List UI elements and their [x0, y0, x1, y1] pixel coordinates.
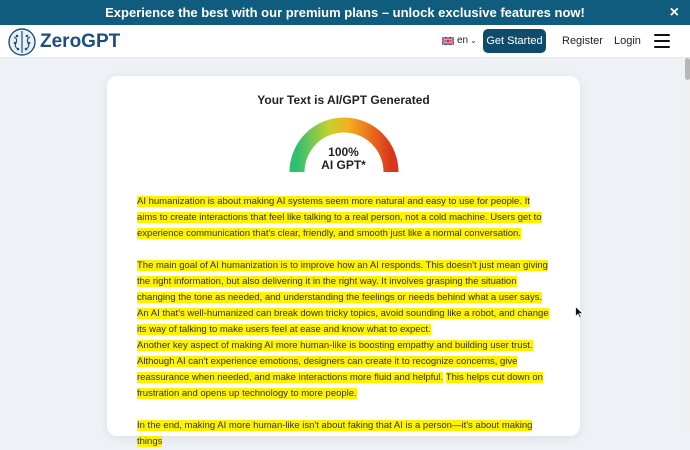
page-scrollbar[interactable]: [685, 58, 690, 431]
result-card: [107, 76, 580, 447]
register-link[interactable]: Register: [562, 35, 603, 47]
paragraph-spacer: [137, 242, 552, 258]
hamburger-menu-icon[interactable]: [654, 34, 670, 48]
ai-percentage: 100%: [328, 145, 359, 159]
brand-name: ZeroGPT: [40, 31, 121, 52]
scrollbar-thumb[interactable]: [685, 58, 690, 80]
close-icon[interactable]: ×: [669, 4, 679, 21]
gauge-label: AI GPT*: [321, 158, 366, 172]
get-started-button[interactable]: Get Started: [483, 29, 546, 53]
chevron-down-icon: ⌄: [470, 36, 477, 45]
logo[interactable]: [8, 28, 120, 56]
highlighted-sentence: This helps cut down on frustration and opens up technology to more people.: [137, 372, 543, 399]
highlighted-sentence: AI humanization is about making AI systems seem more natural and easy to use for people. It aims to create interactions that feel like talking to a real person, not a cold machine. Users get to experience communication that's clear, friendly, and smooth just like a normal conversation.: [137, 196, 542, 239]
promo-text: Experience the best with our premium plans – unlock exclusive features now!: [105, 5, 585, 20]
highlighted-sentence: Another key aspect of making AI more human-like is boosting empathy and building user trust. Although AI can't experience emotions, designers can create it to recognize concerns, give reassurance when needed, and make interactions more fluid and helpful.: [137, 340, 533, 383]
text-paragraph: [137, 258, 552, 338]
login-link[interactable]: Login: [614, 35, 641, 47]
language-code: en: [457, 35, 469, 46]
analyzed-text: [137, 194, 552, 450]
text-paragraph: [137, 338, 552, 402]
result-title: Your Text is AI/GPT Generated: [257, 93, 430, 107]
text-paragraph: [137, 418, 552, 450]
mouse-cursor-icon: [575, 306, 584, 319]
language-selector[interactable]: [442, 35, 477, 46]
promo-banner: [0, 0, 690, 25]
brain-logo-icon: [8, 28, 36, 56]
uk-flag-icon: [442, 37, 454, 45]
highlighted-sentence: In the end, making AI more human-like isn't about faking that AI is a person—it's about making things: [137, 420, 533, 447]
highlighted-sentence: The main goal of AI humanization is to improve how an AI responds. This doesn't just mean giving the right information, but also delivering it in the right way. It involves grasping the situation changing the tone as needed, and understanding the feelings or needs behind what a user says. An AI that's well-humanized can break down tricky topics, avoid sounding like a robot, and change its way of talking to make users feel at ease and know what to expect.: [137, 260, 549, 335]
paragraph-spacer: [137, 402, 552, 418]
top-navbar: [0, 25, 690, 58]
text-paragraph: [137, 194, 552, 242]
